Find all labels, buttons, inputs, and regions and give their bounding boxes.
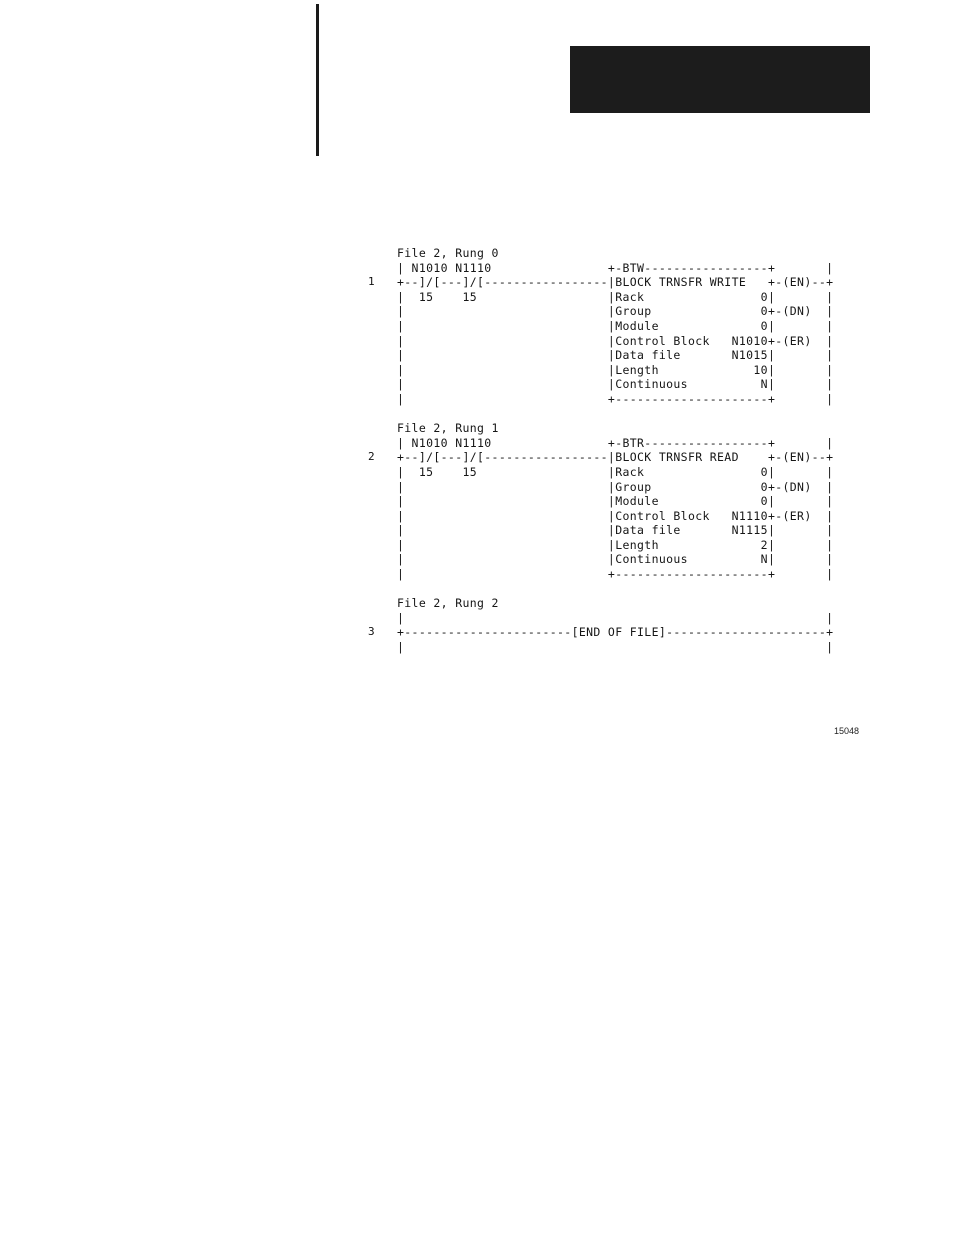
listing-line: | |Group 0+-(DN) | xyxy=(397,304,834,319)
ladder-logic-listing xyxy=(397,246,833,655)
listing-line: | N1010 N1110 +-BTW-----------------+ | xyxy=(397,260,834,275)
listing-line: | |Continuous N| | xyxy=(397,552,834,567)
listing-line: | 15 15 |Rack 0| | xyxy=(397,289,834,304)
listing-line: | |Continuous N| | xyxy=(397,377,834,392)
listing-line: | | xyxy=(397,640,834,655)
listing-line: | |Length 2| | xyxy=(397,537,834,552)
rung-number-column xyxy=(368,0,388,700)
listing-line: | |Data file N1015| | xyxy=(397,348,834,363)
listing-line: | |Length 10| | xyxy=(397,362,834,377)
figure-number: 15048 xyxy=(834,726,860,736)
listing-line: | +---------------------+ | xyxy=(397,391,834,406)
listing-line: | N1010 N1110 +-BTR-----------------+ | xyxy=(397,435,834,450)
chapter-header-block xyxy=(570,46,870,113)
listing-line xyxy=(397,407,833,422)
listing-line: File 2, Rung 2 xyxy=(397,596,499,611)
listing-line: | |Module 0| | xyxy=(397,318,834,333)
listing-line: | |Module 0| | xyxy=(397,494,834,509)
listing-line: | |Group 0+-(DN) | xyxy=(397,479,834,494)
listing-line: +--]/[---]/[-----------------|BLOCK TRNSFR WRITE +-(EN)--+ xyxy=(397,275,834,290)
rung-number: 3 xyxy=(368,625,375,638)
listing-line: | +---------------------+ | xyxy=(397,567,834,582)
listing-line: | |Control Block N1110+-(ER) | xyxy=(397,508,834,523)
listing-line: | | xyxy=(397,610,834,625)
listing-line: +-----------------------[END OF FILE]----------------------+ xyxy=(397,625,834,640)
listing-line: | |Control Block N1010+-(ER) | xyxy=(397,333,834,348)
listing-line: +--]/[---]/[-----------------|BLOCK TRNSFR READ +-(EN)--+ xyxy=(397,450,834,465)
listing-line: File 2, Rung 0 xyxy=(397,246,499,260)
rung-number: 2 xyxy=(368,450,375,463)
rung-number: 1 xyxy=(368,275,375,288)
listing-line: | |Data file N1115| | xyxy=(397,523,834,538)
listing-line xyxy=(397,582,833,597)
margin-rule xyxy=(316,4,319,156)
listing-line: File 2, Rung 1 xyxy=(397,421,499,436)
listing-line: | 15 15 |Rack 0| | xyxy=(397,464,834,479)
